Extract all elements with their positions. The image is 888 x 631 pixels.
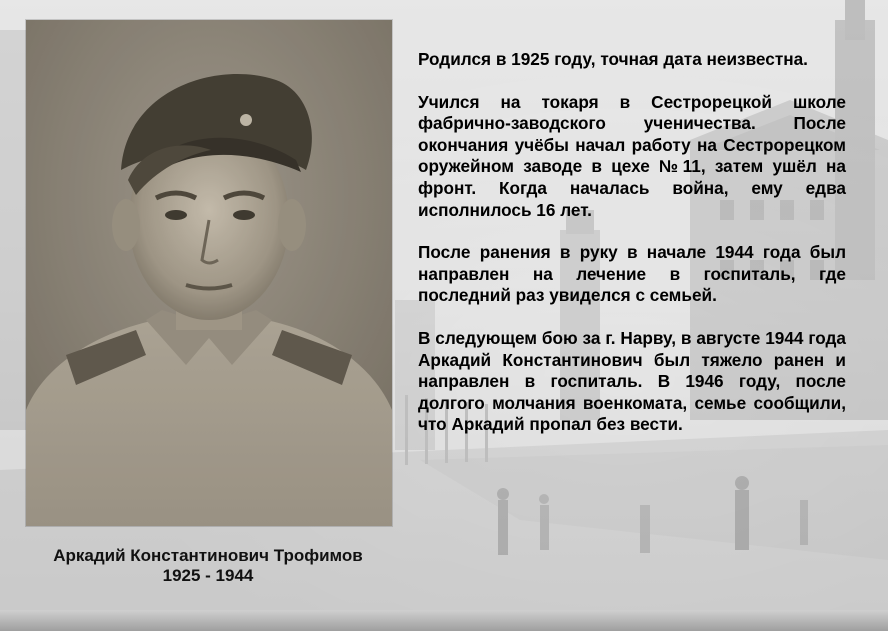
biography-text [418,49,846,457]
soldier-portrait-image [26,20,392,526]
portrait-photo [26,20,392,526]
bio-paragraph-birth: Родился в 1925 году, точная дата неизвестна. [418,49,808,69]
portrait-caption [10,546,406,586]
life-years: 1925 - 1944 [162,566,254,585]
person-name: Аркадий Константинович Трофимов [53,546,363,565]
bottom-band [0,610,888,631]
bio-paragraph-wound: После ранения в руку в начале 1944 года был направлен на лечение в госпиталь, где последний раз увиделся с семьей. [418,242,846,306]
bio-paragraph-education: Учился на токаря в Сестрорецкой школе фабрично-заводского ученичества. После окончания учёбы начал работу на Сестрорецком оружейном заводе в цехе №11, затем ушёл на фронт. Когда началась война, ему едва исполнилось 16 лет. [418,91,846,220]
bio-paragraph-missing: В следующем бою за г. Нарву, в августе 1944 года Аркадий Константинович был тяжело ранен и направлен в госпиталь. В 1946 году, после долгого молчания военкомата, семье сообщили, что Аркадий пропал без вести. [418,327,846,435]
